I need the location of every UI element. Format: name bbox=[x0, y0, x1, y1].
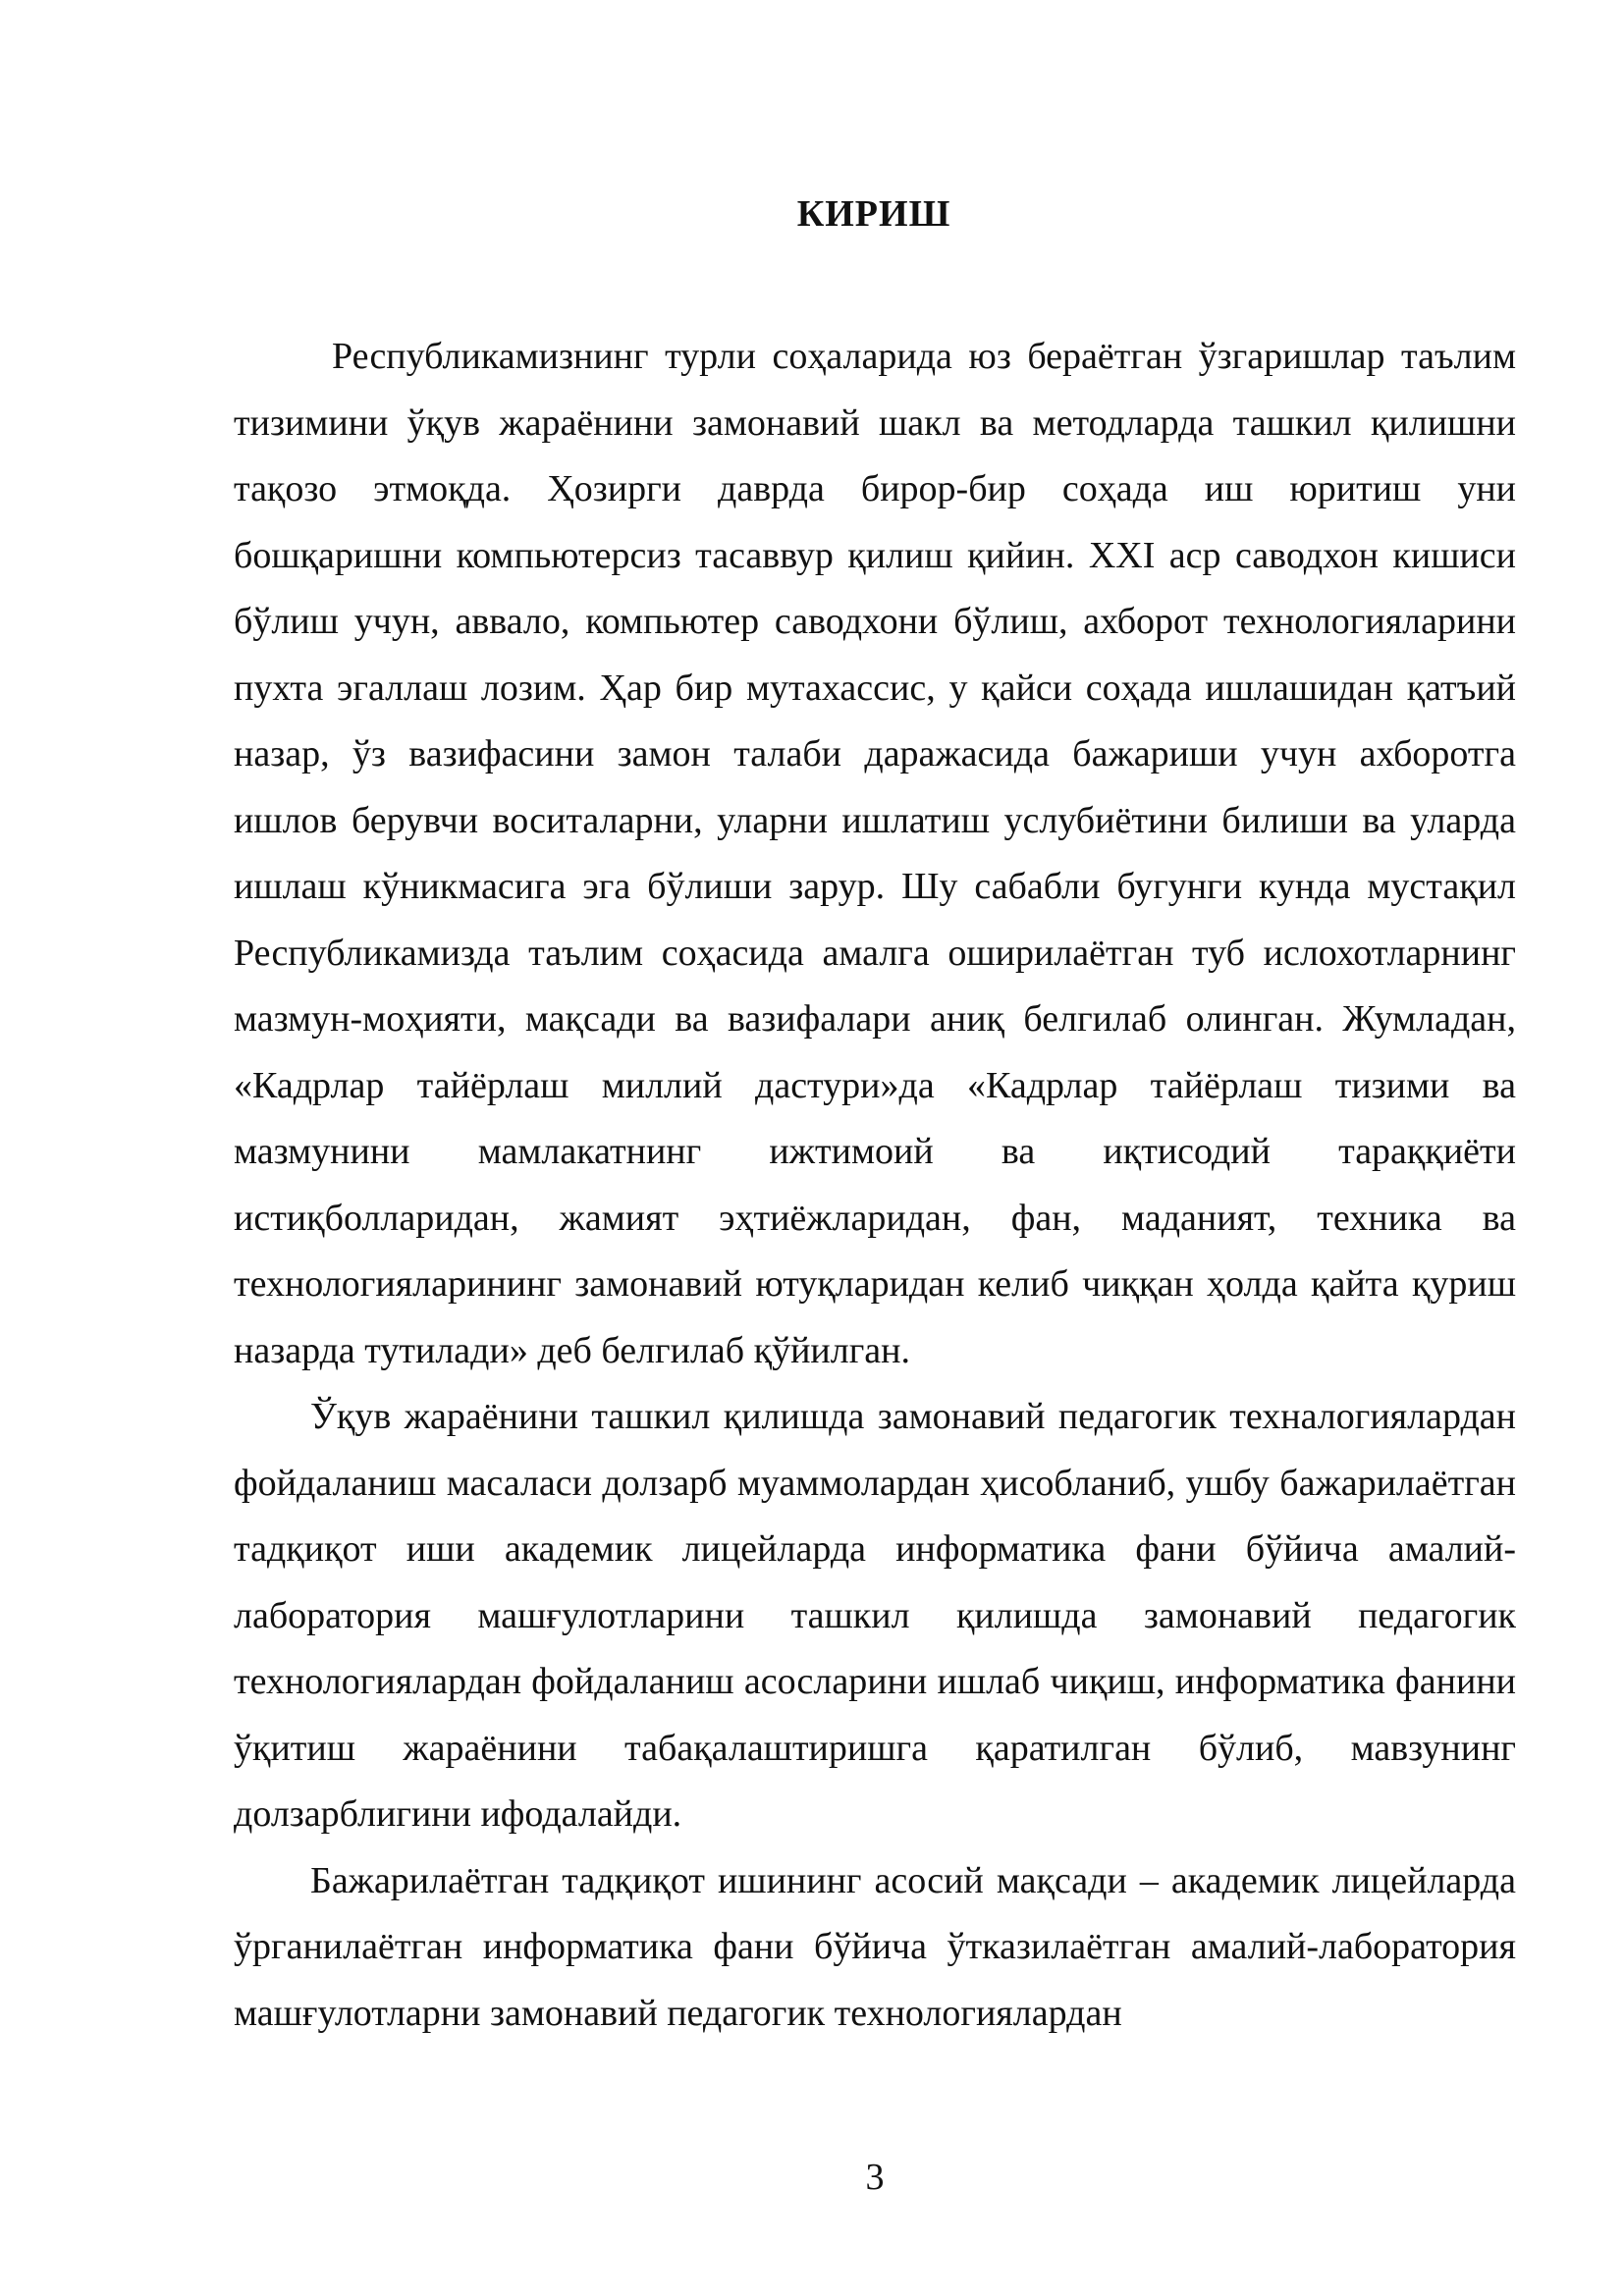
page-number: 3 bbox=[865, 2157, 885, 2198]
paragraph-2: Ўқув жараёнини ташкил қилишда замонавий педагогик техналогиялардан фойдаланиш масаласи долзарб муаммолардан ҳисобланиб, ушбу бажарилаётган тадқиқот иши академик лицейларда информатика фани бўйича амалий-лаборатория машғулотларини ташкил қилишда замонавий педагогик технологиялардан фойдаланиш асосларини ишлаб чиқиш, информатика фанини ўқитиш жараёнини табақалаштиришга қаратилган бўлиб, мавзунинг долзарблигини ифодалайди. bbox=[234, 1396, 1516, 1835]
page-title: КИРИШ bbox=[796, 193, 951, 235]
paragraph-3: Бажарилаётган тадқиқот ишининг асосий мақсади – академик лицейларда ўрганилаётган информатика фани бўйича ўтказилаётган амалий-лаборатория машғулотларни замонавий педагогик технологиялардан bbox=[234, 1859, 1516, 2034]
paragraph-1: Республикамизнинг турли соҳаларида юз бераётган ўзгаришлар таълим тизимини ўқув жараёнини замонавий шакл ва методларда ташкил қилишни тақозо этмоқда. Ҳозирги даврда бирор-бир соҳада иш юритиш уни бошқаришни компьютерсиз тасаввур қилиш қийин. XXI аср саводхон кишиси бўлиш учун, аввало, компьютер саводхони бўлиш, ахборот технологияларини пухта эгаллаш лозим. Ҳар бир мутахассис, у қайси соҳада ишлашидан қатъий назар, ўз вазифасини замон талаби даражасида бажариши учун ахборотга ишлов берувчи воситаларни, уларни ишлатиш услубиётини билиши ва уларда ишлаш кўникмасига эга бўлиши зарур. Шу сабабли бугунги кунда мустақил Республикамизда таълим соҳасида амалга оширилаётган туб ислохотларнинг мазмун-моҳияти, мақсади ва вазифалари аниқ белгилаб олинган. Жумладан, «Кадрлар тайёрлаш миллий дастури»да «Кадрлар тайёрлаш тизими ва мазмунини мамлакатнинг ижтимоий ва иқтисодий тараққиёти истиқболларидан, жамият эҳтиёжларидан, фан, маданият, техника ва технологияларининг замонавий ютуқларидан келиб чиққан ҳолда қайта қуриш назарда тутилади» деб белгилаб қўйилган. bbox=[234, 336, 1516, 1371]
body-text bbox=[234, 324, 1516, 2047]
